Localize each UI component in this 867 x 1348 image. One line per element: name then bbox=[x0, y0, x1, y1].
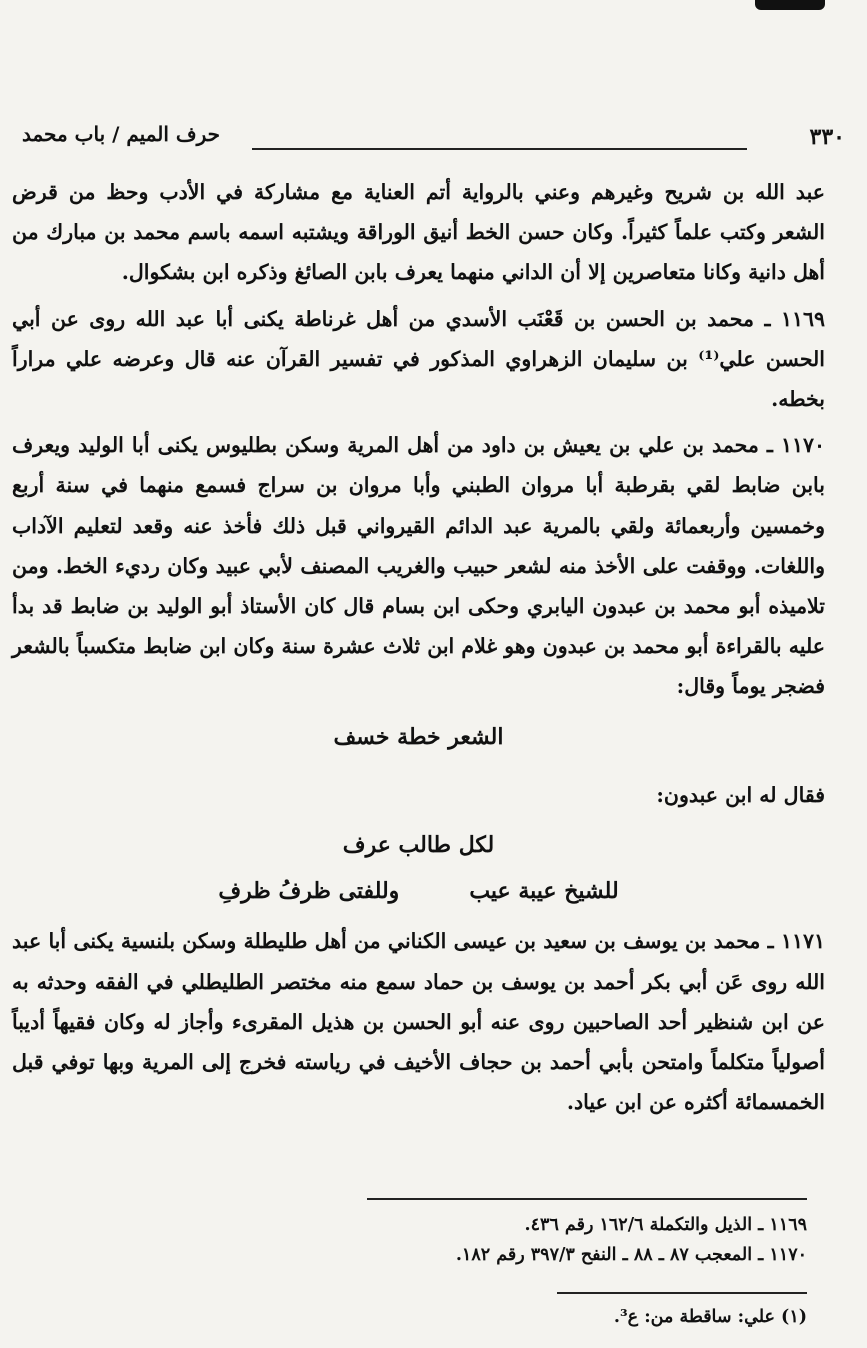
footnotes bbox=[60, 1198, 807, 1332]
footnote-ref-1170: ١١٧٠ ـ المعجب ٨٧ ـ ٨٨ ـ النفح ٣٩٧/٣ رقم ١٨٢. bbox=[455, 1245, 807, 1265]
verse-hemistich-right: للشيخ عيبة عيب bbox=[469, 878, 619, 905]
entry-1169: ١١٦٩ ـ محمد بن الحسن بن قَعْنَب الأسدي من أهل غرناطة يكنى أبا عبد الله روى عن أبي الحسن علي⁽¹⁾ بن سليمان الزهراوي المذكور في تفسير القرآن عنه قال وعرضه علي مراراً بخطه. bbox=[12, 306, 825, 412]
page-header bbox=[22, 118, 845, 158]
footnote-rule-short bbox=[557, 1292, 807, 1294]
verse-line-2: لكل طالب عرف bbox=[342, 832, 495, 859]
header-rule bbox=[252, 148, 747, 150]
main-text bbox=[12, 172, 825, 1128]
entry-1171: ١١٧١ ـ محمد بن يوسف بن سعيد بن عيسى الكناني من أهل طليطلة وسكن بلنسية يكنى أبا عبد الله روى عَن أبي بكر أحمد بن يوسف بن حماد سمع منه مختصر الطليطلي في الفقه وحدثه به عن ابن شنظير أحد الصاحبين روى عنه أبو الحسن بن هذيل المقرىء وأجاز له وكان فقيهاً أديباً أصولياً متكلماً وامتحن بأبي أحمد بن حجاف الأخيف في رياسته فخرج إلى المرية وبها توفي قبل الخمسمائة أكثره عن ابن عياد. bbox=[12, 929, 825, 1115]
corner-mark bbox=[755, 0, 825, 10]
entry-1170: ١١٧٠ ـ محمد بن علي بن يعيش بن داود من أهل المرية وسكن بطليوس يكنى أبا الوليد ويعرف بابن ضابط لقي بقرطبة أبا مروان الطبني وأبا مروان بن سراج فسمع منهما في سنة أربع وخمسين وأربعمائة ولقي بالمرية عبد الدائم القيرواني قبل ذلك فأخذ عنه وقعد لتعليم الآداب واللغات. ووقفت على الأخذ منه لشعر حبيب والغريب المصنف لأبي عبيد وكان رديء الخط. ومن تلاميذه أبو محمد بن عبدون اليابري وحكى ابن بسام قال كان الأستاذ أبو الوليد بن ضابط قد بدأ عليه بالقراءة أبو محمد بن عبدون وهو غلام ابن ثلاث عشرة سنة وكان ابن ضابط متكسباً بالشعر فضجر يوماً وقال: bbox=[12, 433, 825, 699]
paragraph-continuation: عبد الله بن شريح وغيرهم وعني بالرواية أتم العناية مع مشاركة في الأدب وحظ من قرض الشعر وكتب علماً كثيراً. وكان حسن الخط أنيق الوراقة ويشتبه اسمه باسم محمد بن مبارك من أهل دانية وكانا متعاصرين إلا أن الداني منهما يعرف بابن الصائغ وذكره ابن بشكوال. bbox=[12, 180, 825, 285]
verse-line-3 bbox=[12, 871, 825, 911]
verse-line-1: الشعر خطة خسف bbox=[333, 723, 504, 750]
footnote-ref-1169: ١١٦٩ ـ الذيل والتكملة ١٦٢/٦ رقم ٤٣٦. bbox=[524, 1215, 807, 1235]
footnote-rule bbox=[367, 1198, 807, 1200]
verse-hemistich-left: وللفتى ظرفُ ظرفِ bbox=[218, 878, 400, 905]
verse-intro: فقال له ابن عبدون: bbox=[656, 782, 825, 807]
footnote-note-1: (١) علي: ساقطة من: ع³. bbox=[613, 1307, 807, 1327]
running-title: حرف الميم / باب محمد bbox=[22, 122, 221, 146]
page-number: ٣٣٠ bbox=[809, 124, 845, 150]
